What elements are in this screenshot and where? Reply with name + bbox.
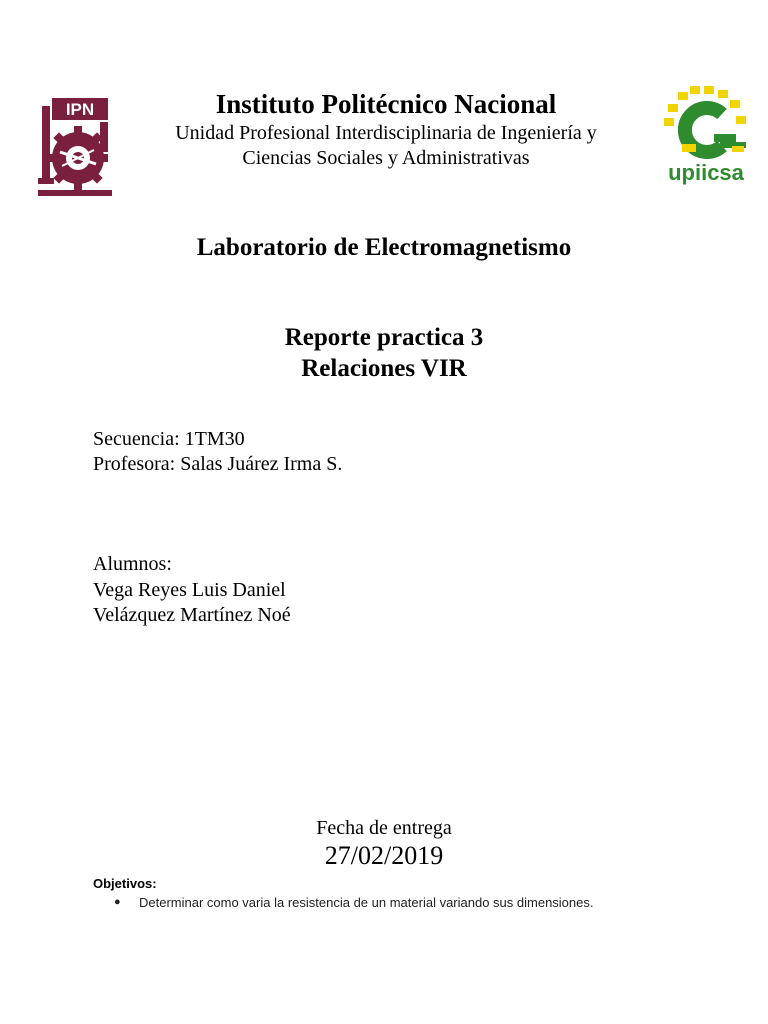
sequence-line: Secuencia: 1TM30 — [93, 428, 245, 450]
professor-line: Profesora: Salas Juárez Irma S. — [93, 453, 343, 475]
ipn-logo-text: IPN — [65, 100, 95, 119]
institution-name: Instituto Politécnico Nacional — [215, 89, 557, 119]
student-name: Velázquez Martínez Noé — [93, 604, 291, 626]
bullet-icon: ● — [114, 896, 121, 908]
delivery-date-value: 27/02/2019 — [324, 841, 444, 870]
objectives-heading: Objetivos: — [93, 876, 157, 891]
unit-name-line1: Unidad Profesional Interdisciplinaria de Ingeniería y — [175, 122, 597, 144]
students-label: Alumnos: — [93, 553, 172, 575]
unit-name-line2: Ciencias Sociales y Administrativas — [242, 147, 530, 169]
report-title-line2: Relaciones VIR — [301, 355, 467, 382]
report-title — [100, 322, 668, 384]
student-name: Vega Reyes Luis Daniel — [93, 578, 286, 601]
upiicsa-logo-text: upiicsa — [668, 160, 744, 185]
ipn-logo-icon — [36, 92, 114, 198]
objectives-list — [114, 893, 674, 912]
list-item — [114, 893, 674, 912]
unit-name — [130, 121, 642, 171]
course-info — [93, 427, 342, 477]
upiicsa-logo-icon — [660, 84, 752, 186]
objective-text: Determinar como varia la resistencia de un material variando sus dimensiones. — [139, 895, 594, 910]
delivery-date-label: Fecha de entrega — [316, 817, 452, 839]
students-list — [93, 552, 291, 629]
report-title-line1: Reporte practica 3 — [284, 324, 484, 351]
lab-title: Laboratorio de Electromagnetismo — [196, 234, 572, 261]
